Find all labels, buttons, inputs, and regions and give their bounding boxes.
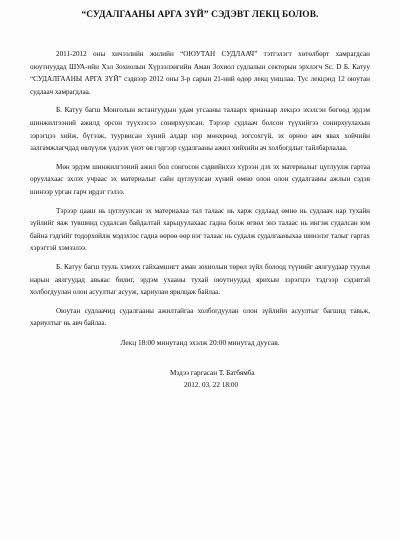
paragraph-analysis: Тэрээр цааш нь цуглуулсан эх материалаа тал талаас нь харж судлаад өмнө нь судлаач нар тухайн зүйлийг яаж тувшинд судалсан байдалтай харьцуулахаас гадна болж өгвөл энэ талаас нь ингэж судалсан юм байна гэдгийг тодорхойлж мэдэхээс гадна өөрөө өөр нэг талаас нь судалж судалгааныхаа шинэлэг талыг гаргах хэрэгтэй хэмээлээ. [30,206,370,253]
paragraph-materials: Мөн эрдэм шинжилгээний ажил бол сонгосон сэдвийнхээ хүрээн дэх эх материалыг цуглуулж гартаа оруулахаас эхлэх учраас эх материалыг сайн цуглуулсан хүний өмнө олон олон судалгааны ажлын сэдэв шинээр урган гарч ирдэг гэлээ. [30,162,370,196]
signature-author: Мэдээ гаргасан Т. Батбямба [170,368,255,377]
closing-line: Лекц 18:00 минутанд эхэлж 20:00 минутад дуусав. [120,337,280,347]
paragraph-questions: Оюутан судлаачид судалгааны ажилтайгаа холбогдуулан олон зүйлийн асуултыг багшид тавьж, хариултыг нь авч байлаа. [30,306,370,328]
paragraph-intro: 2011-2012 оны хичээлийн жилийн “ОЮУТАН СУДЛААЧ” тэтгэлэгт хөтөлбөрт хамрагдсан оюутнуудад ШУА-ийн Хэл Зохиолын Хүрээлэнгийн Аман Зохиол судлалын секторын эрхлэгч Sc. D Б. Катуу “СУДАЛГААНЫ АРГА ЗҮЙ” сэдвээр 2012 оны 3-р сарын 21-ний өдөр лекц уншлаа. Тус лекцэнд 12 оюутан судлаач хамрагдлаа. [30,50,370,96]
paragraph-background: Б. Катуу багш Монголын ястангуудын удам угсааны талаарх ярианаар лекцээ эхэлсэн бөгөөд эрдэм шинжилгээний ажилд орсон түүхээсээ сонирхуулсан. Тэрээр судлаач болсон түүхийгээ сонирхуулахын зэрэгцээ хийж, бүтээж, туурвисан хүний алдар нэр мөнхрөөд зогсохгүй, эх орноо авч явах хойчийн залгамжлагчдад өвлүүлж үлдээх үнэт өв гэдгээр судалгааны ажил хийхийн ач холбогдлыг тайлбарлалаа. [30,106,370,153]
document-title: “СУДАЛГААНЫ АРГА ЗҮЙ” СЭДЭВТ ЛЕКЦ БОЛОВ. [81,10,319,20]
paragraph-epic: Б. Катуу багш тууль хэмээх гайхамшигт аман зохиолын төрөл зүйл болоод түүнийг аялгуудаар туульч нарын аялгуудад авьяас билиг, эрдэм ухааны тухай оюутнуудад ярихын зэрэгцээ тэдгээр сэдэвтэй холбогдуулан олон асуултыг асууж, хариулан ярилцаж байлаа. [30,262,370,297]
signature-block [170,367,370,392]
signature-date: 2012. 03. 22 18:00 [184,381,239,390]
